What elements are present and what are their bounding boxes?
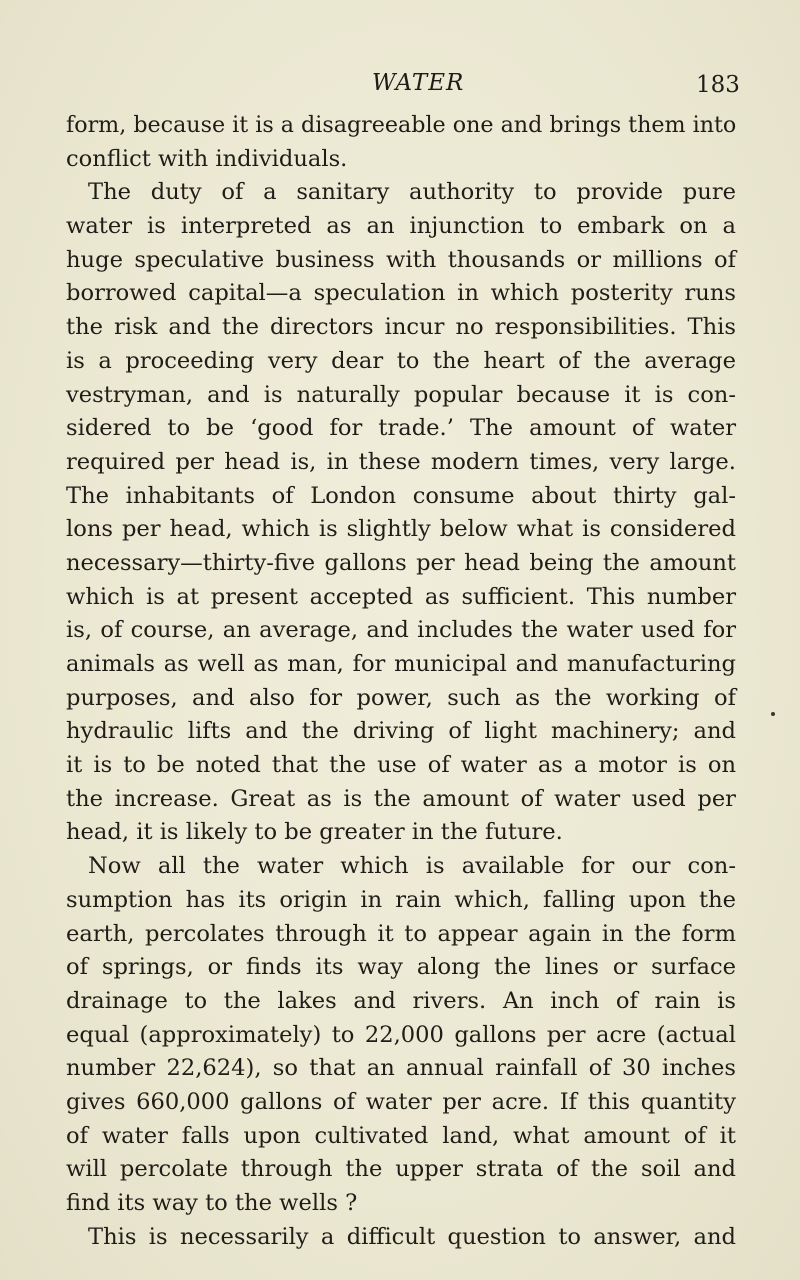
text-line: number 22,624), so that an annual rainfall of 30 inches bbox=[66, 1055, 736, 1082]
text-line: form, because it is a disagreeable one and brings them into bbox=[66, 112, 737, 138]
paragraph-start-line: The duty of a sanitary authority to provide pure bbox=[88, 179, 736, 206]
paragraph-start-line: Now all the water which is available for our con- bbox=[88, 853, 736, 880]
page-number: 183 bbox=[696, 72, 740, 98]
text-line: The inhabitants of London consume about thirty gal- bbox=[66, 482, 736, 509]
text-line: of water falls upon cultivated land, what amount of it bbox=[66, 1122, 736, 1149]
text-line: sidered to be ‘good for trade.’ The amount of water bbox=[66, 415, 736, 442]
running-head: WATER bbox=[372, 70, 465, 96]
text-line: vestryman, and is naturally popular because it is con- bbox=[66, 381, 736, 408]
text-line: necessary—thirty-five gallons per head being the amount bbox=[66, 549, 736, 576]
text-line: of springs, or finds its way along the lines or surface bbox=[66, 954, 736, 981]
text-line: conflict with individuals. bbox=[66, 145, 348, 172]
text-line: find its way to the wells ? bbox=[66, 1190, 358, 1216]
text-line: huge speculative business with thousands or millions of bbox=[66, 246, 736, 273]
text-line: will percolate through the upper strata of the soil and bbox=[66, 1156, 736, 1183]
text-line: lons per head, which is slightly below what is considered bbox=[66, 516, 736, 543]
text-line: water is interpreted as an injunction to embark on a bbox=[66, 213, 736, 240]
text-line: the increase. Great as is the amount of water used per bbox=[66, 785, 736, 812]
text-line: is a proceeding very dear to the heart of the average bbox=[66, 347, 736, 374]
text-line: drainage to the lakes and rivers. An inch of rain is bbox=[66, 987, 736, 1014]
text-line: which is at present accepted as sufficient. This number bbox=[66, 583, 736, 610]
paper-speck bbox=[771, 712, 775, 716]
text-line: earth, percolates through it to appear again in the form bbox=[66, 920, 736, 947]
text-line: sumption has its origin in rain which, falling upon the bbox=[66, 886, 736, 913]
text-line: the risk and the directors incur no responsibilities. This bbox=[66, 314, 736, 341]
text-line: required per head is, in these modern times, very large. bbox=[66, 448, 736, 475]
text-line: head, it is likely to be greater in the future. bbox=[66, 819, 563, 846]
text-line: equal (approximately) to 22,000 gallons per acre (actual bbox=[66, 1021, 736, 1048]
body-text bbox=[66, 109, 736, 1254]
text-line: animals as well as man, for municipal and manufacturing bbox=[66, 651, 736, 677]
text-line: borrowed capital—a speculation in which posterity runs bbox=[66, 280, 736, 307]
text-line: it is to be noted that the use of water as a motor is on bbox=[66, 752, 736, 779]
paragraph-start-line: This is necessarily a difficult question to answer, and bbox=[88, 1223, 736, 1250]
text-line: is, of course, an average, and includes the water used for bbox=[66, 617, 736, 644]
text-line: hydraulic lifts and the driving of light machinery; and bbox=[66, 718, 736, 745]
text-line: gives 660,000 gallons of water per acre. If this quantity bbox=[66, 1088, 736, 1115]
text-line: purposes, and also for power, such as the working of bbox=[66, 684, 736, 711]
